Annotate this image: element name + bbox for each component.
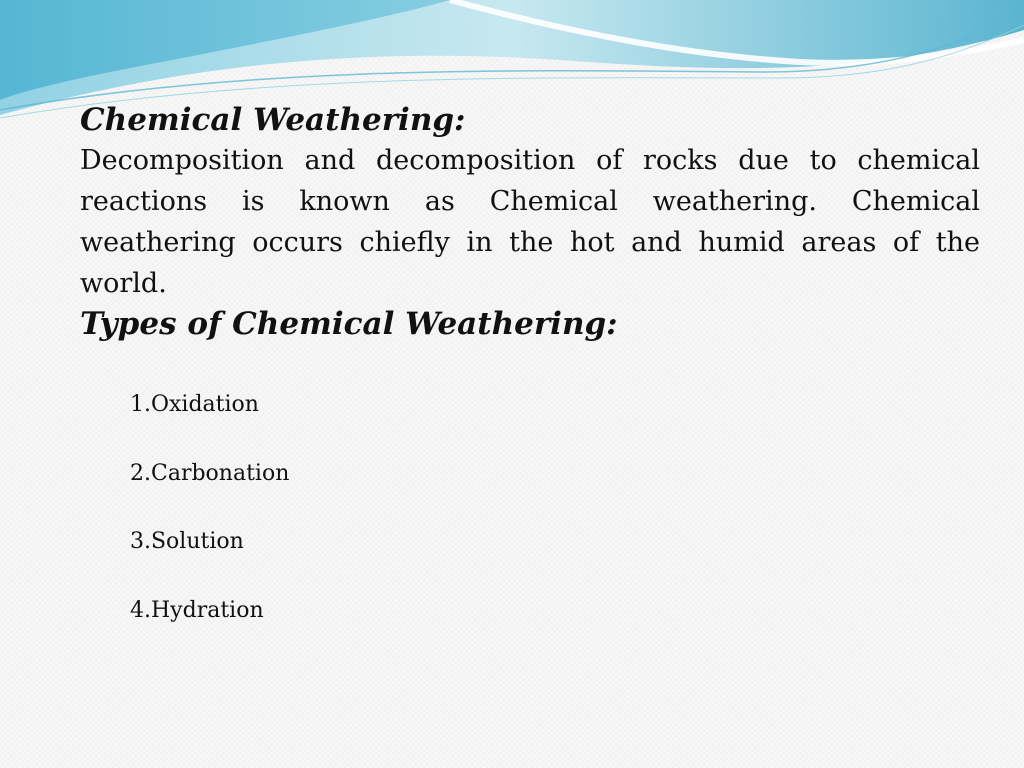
- slide-heading: Chemical Weathering:: [80, 102, 466, 138]
- list-item: 2.Carbonation: [130, 460, 290, 486]
- types-heading: Types of Chemical Weathering:: [80, 306, 618, 342]
- list-item: 4.Hydration: [130, 597, 264, 623]
- list-item: 1.Oxidation: [130, 392, 259, 417]
- slide-content: [80, 100, 980, 623]
- definition-paragraph: Decomposition and decomposition of rocks due to chemical reactions is known as Chemical weathering. Chemical weathering occurs chiefly in the hot and humid areas of the world.: [80, 145, 980, 299]
- types-list: [130, 390, 289, 664]
- list-item: 3.Solution: [130, 529, 244, 554]
